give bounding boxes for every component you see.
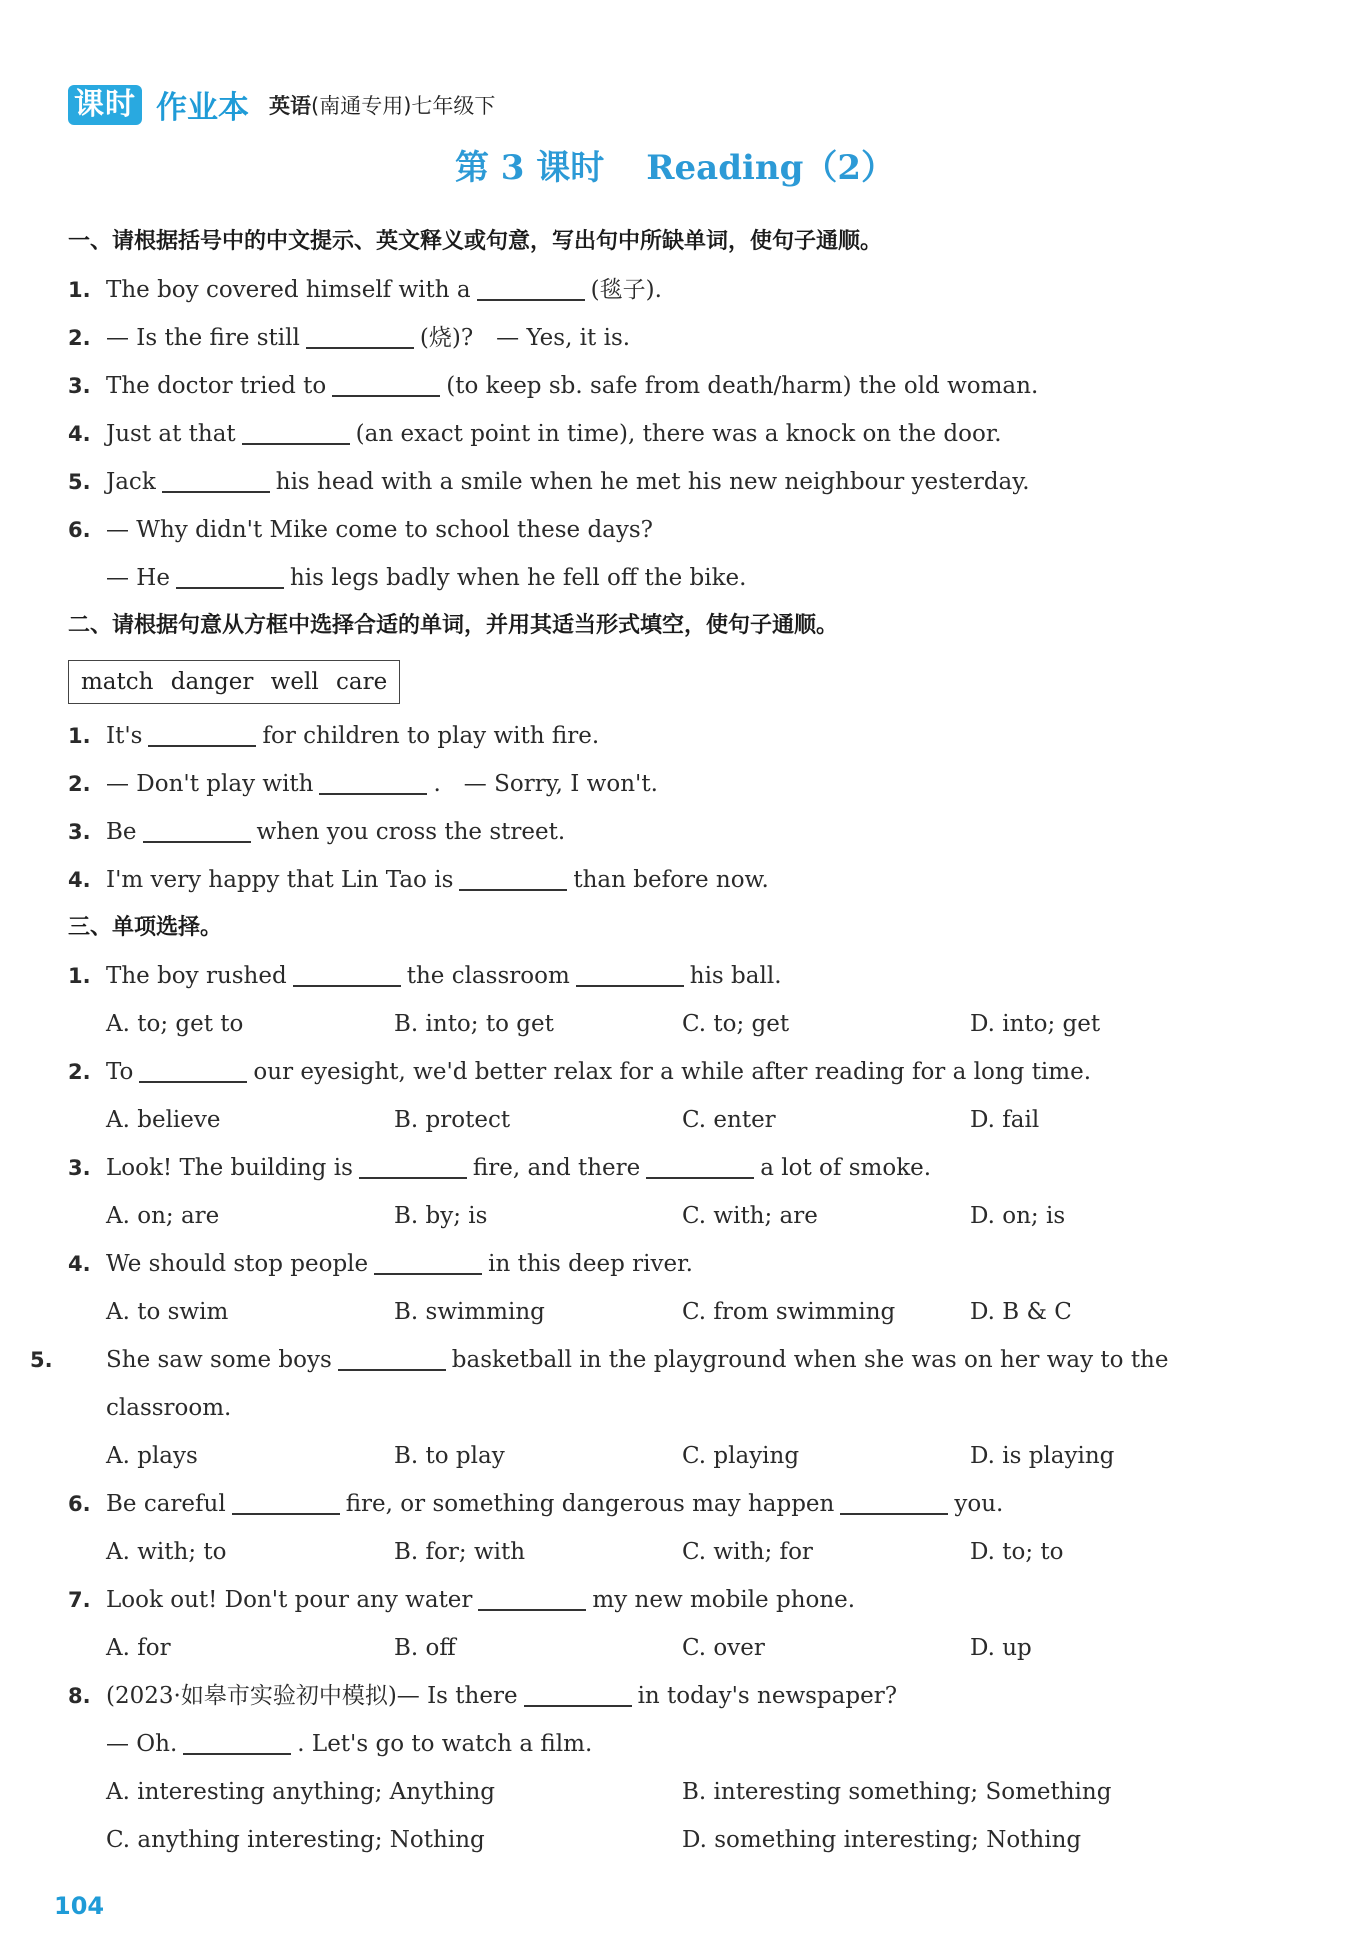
mc-question-2: 2. To our eyesight, we'd better relax for a while after reading for a long time.	[68, 1059, 1092, 1085]
lesson-title: 第 3 课时 Reading（2）	[454, 148, 896, 188]
option-b[interactable]: B. swimming	[394, 1299, 545, 1325]
s2-item-2: 2. — Don't play with . — Sorry, I won't.	[68, 771, 658, 797]
mc-question-3: 3. Look! The building is fire, and there a lot of smoke.	[68, 1155, 932, 1181]
option-c[interactable]: C. to; get	[682, 1011, 790, 1037]
mc-options-8-ab	[68, 1768, 1298, 1816]
mc-options-6	[68, 1528, 1298, 1576]
option-a[interactable]: A. to swim	[106, 1299, 229, 1325]
mc-question-5: 5. She saw some boys basketball in the playground when she was on her way to the classroom.	[30, 1347, 1169, 1421]
option-c[interactable]: C. playing	[682, 1443, 800, 1469]
answer-blank[interactable]	[176, 585, 284, 589]
mc-question-8-reply: — Oh. . Let's go to watch a film.	[106, 1731, 593, 1757]
option-b[interactable]: B. interesting something; Something	[682, 1779, 1112, 1805]
s1-item-4: 4. Just at that (an exact point in time), there was a knock on the door.	[68, 421, 1002, 447]
option-c[interactable]: C. from swimming	[682, 1299, 896, 1325]
answer-blank[interactable]	[576, 983, 684, 987]
option-c[interactable]: C. enter	[682, 1107, 776, 1133]
answer-blank[interactable]	[148, 743, 256, 747]
mc-question-7: 7. Look out! Don't pour any water my new mobile phone.	[68, 1587, 856, 1613]
option-c[interactable]: C. anything interesting; Nothing	[106, 1827, 485, 1853]
option-a[interactable]: A. for	[106, 1635, 171, 1661]
option-d[interactable]: D. fail	[970, 1107, 1040, 1133]
book-subtitle: 英语(南通专用)七年级下	[269, 93, 496, 118]
option-d[interactable]: D. up	[970, 1635, 1032, 1661]
option-a[interactable]: A. interesting anything; Anything	[106, 1779, 496, 1805]
s1-item-6-reply: — He his legs badly when he fell off the bike.	[106, 565, 747, 591]
option-c[interactable]: C. with; for	[682, 1539, 813, 1565]
mc-options-8-cd	[68, 1816, 1298, 1864]
option-d[interactable]: D. B & C	[970, 1299, 1072, 1325]
answer-blank[interactable]	[293, 983, 401, 987]
mc-options-5	[68, 1432, 1298, 1480]
option-c[interactable]: C. over	[682, 1635, 765, 1661]
mc-options-7	[68, 1624, 1298, 1672]
option-a[interactable]: A. with; to	[106, 1539, 227, 1565]
book-logo-text: 作业本	[156, 90, 249, 126]
book-header	[68, 82, 495, 127]
option-a[interactable]: A. on; are	[106, 1203, 220, 1229]
answer-blank[interactable]	[242, 441, 350, 445]
page-number: 104	[54, 1892, 105, 1920]
answer-blank[interactable]	[139, 1079, 247, 1083]
option-a[interactable]: A. believe	[106, 1107, 221, 1133]
s1-item-2: 2. — Is the fire still (烧)? — Yes, it is.	[68, 325, 631, 351]
option-d[interactable]: D. something interesting; Nothing	[682, 1827, 1082, 1853]
mc-options-2	[68, 1096, 1298, 1144]
answer-blank[interactable]	[183, 1751, 291, 1755]
answer-blank[interactable]	[338, 1367, 446, 1371]
option-b[interactable]: B. by; is	[394, 1203, 488, 1229]
option-d[interactable]: D. to; to	[970, 1539, 1064, 1565]
answer-blank[interactable]	[319, 791, 427, 795]
exercise-content	[30, 218, 1298, 1864]
answer-blank[interactable]	[646, 1175, 754, 1179]
option-b[interactable]: B. to play	[394, 1443, 505, 1469]
section1-heading: 一、请根据括号中的中文提示、英文释义或句意，写出句中所缺单词，使句子通顺。	[68, 229, 883, 254]
s1-item-3: 3. The doctor tried to (to keep sb. safe from death/harm) the old woman.	[68, 373, 1039, 399]
answer-blank[interactable]	[374, 1271, 482, 1275]
section2-heading: 二、请根据句意从方框中选择合适的单词，并用其适当形式填空，使句子通顺。	[68, 613, 839, 638]
option-d[interactable]: D. on; is	[970, 1203, 1066, 1229]
book-logo: 课时	[68, 85, 142, 125]
section3-heading: 三、单项选择。	[68, 915, 223, 940]
option-a[interactable]: A. plays	[106, 1443, 198, 1469]
option-c[interactable]: C. with; are	[682, 1203, 818, 1229]
answer-blank[interactable]	[359, 1175, 467, 1179]
s2-item-3: 3. Be when you cross the street.	[68, 819, 566, 845]
option-b[interactable]: B. off	[394, 1635, 456, 1661]
mc-question-1: 1. The boy rushed the classroom his ball.	[68, 963, 782, 989]
mc-question-4: 4. We should stop people in this deep river.	[68, 1251, 693, 1277]
option-a[interactable]: A. to; get to	[106, 1011, 244, 1037]
answer-blank[interactable]	[524, 1703, 632, 1707]
s2-item-4: 4. I'm very happy that Lin Tao is than before now.	[68, 867, 769, 893]
option-d[interactable]: D. into; get	[970, 1011, 1101, 1037]
answer-blank[interactable]	[478, 1607, 586, 1611]
option-b[interactable]: B. protect	[394, 1107, 511, 1133]
word-box: match danger well care	[68, 660, 400, 704]
s1-item-1: 1. The boy covered himself with a (毯子).	[68, 277, 662, 303]
answer-blank[interactable]	[459, 887, 567, 891]
mc-options-3	[68, 1192, 1298, 1240]
answer-blank[interactable]	[332, 393, 440, 397]
option-d[interactable]: D. is playing	[970, 1443, 1115, 1469]
s1-item-5: 5. Jack his head with a smile when he met his new neighbour yesterday.	[68, 469, 1030, 495]
mc-question-8: 8. (2023·如皋市实验初中模拟)— Is there in today's newspaper?	[68, 1683, 898, 1709]
mc-question-6: 6. Be careful fire, or something dangerous may happen you.	[68, 1491, 1004, 1517]
answer-blank[interactable]	[232, 1511, 340, 1515]
mc-options-1	[68, 1000, 1298, 1048]
option-b[interactable]: B. into; to get	[394, 1011, 554, 1037]
answer-blank[interactable]	[162, 489, 270, 493]
answer-blank[interactable]	[306, 345, 414, 349]
s2-item-1: 1. It's for children to play with fire.	[68, 723, 600, 749]
option-b[interactable]: B. for; with	[394, 1539, 526, 1565]
mc-options-4	[68, 1288, 1298, 1336]
answer-blank[interactable]	[143, 839, 251, 843]
answer-blank[interactable]	[477, 297, 585, 301]
answer-blank[interactable]	[840, 1511, 948, 1515]
s1-item-6: 6. — Why didn't Mike come to school these days?	[68, 517, 654, 543]
